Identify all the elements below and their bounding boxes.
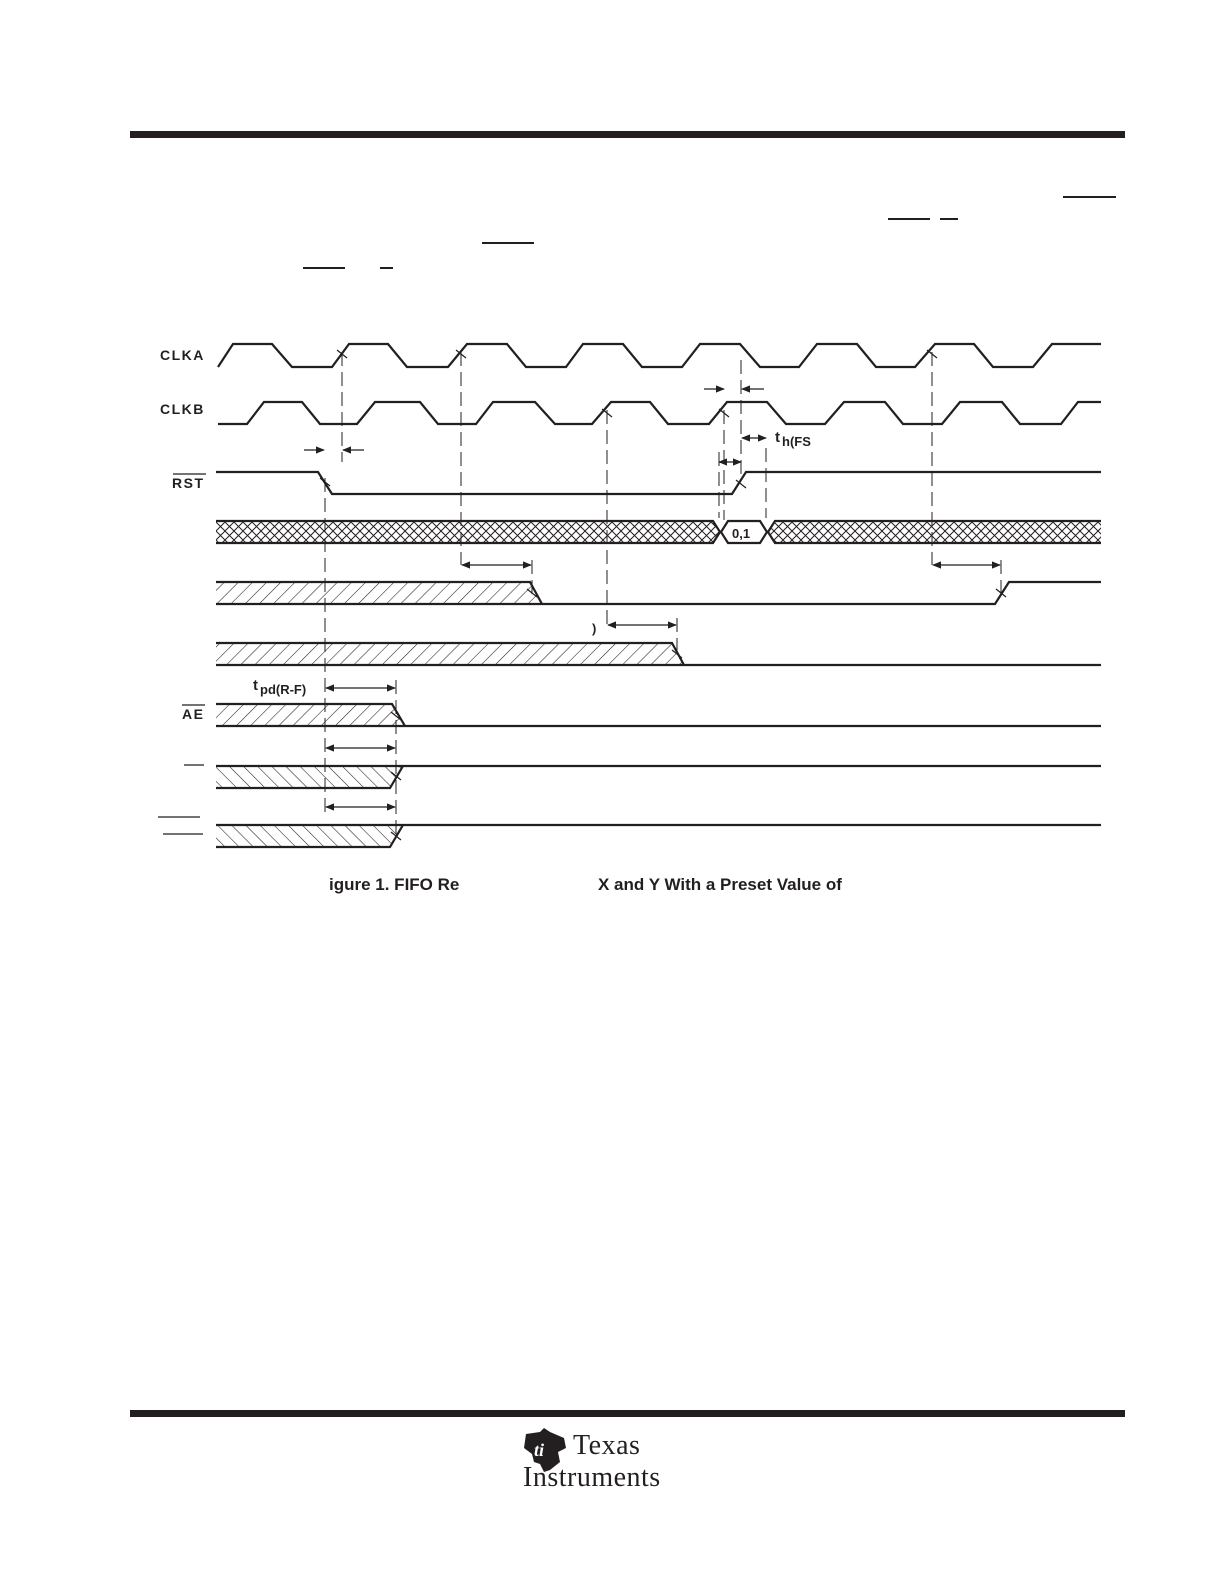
logo-text-texas: Texas xyxy=(573,1430,641,1461)
rst-waveform xyxy=(216,472,1101,494)
bus-invalid-region xyxy=(216,521,720,543)
clkb-waveform xyxy=(218,402,1101,424)
th-annotation-subscript: h(FS xyxy=(782,434,811,449)
figure-caption xyxy=(0,875,1225,901)
logo-text-instruments: Instruments xyxy=(523,1462,661,1493)
th-annotation-t: t xyxy=(775,429,780,446)
bus-invalid-region xyxy=(768,521,1101,543)
signal9-unknown-region xyxy=(216,825,403,847)
caption-part-2: X and Y With a Preset Value of xyxy=(598,875,842,894)
clka-waveform xyxy=(218,344,1101,367)
signal-label-rst: RST xyxy=(172,475,205,491)
tpd-annotation-t: t xyxy=(253,677,258,694)
tpd-annotation-subscript: pd(R-F) xyxy=(260,682,307,697)
signal8-unknown-region xyxy=(216,766,403,788)
signal5-unknown-region xyxy=(216,582,542,604)
signal-label-clkb: CLKB xyxy=(160,401,205,417)
footer-rule xyxy=(130,1410,1125,1417)
annotation-paren: ) xyxy=(592,621,597,636)
ti-logo xyxy=(520,1428,730,1508)
signal-label-clka: CLKA xyxy=(160,347,205,363)
caption-part-1: igure 1. FIFO Re xyxy=(329,875,460,894)
ae-unknown-region xyxy=(216,704,405,726)
signal-label-ae: AE xyxy=(182,706,205,722)
bus-value-label: 0,1 xyxy=(732,526,751,541)
svg-text:ti: ti xyxy=(534,1440,545,1460)
signal6-unknown-region xyxy=(216,643,684,665)
